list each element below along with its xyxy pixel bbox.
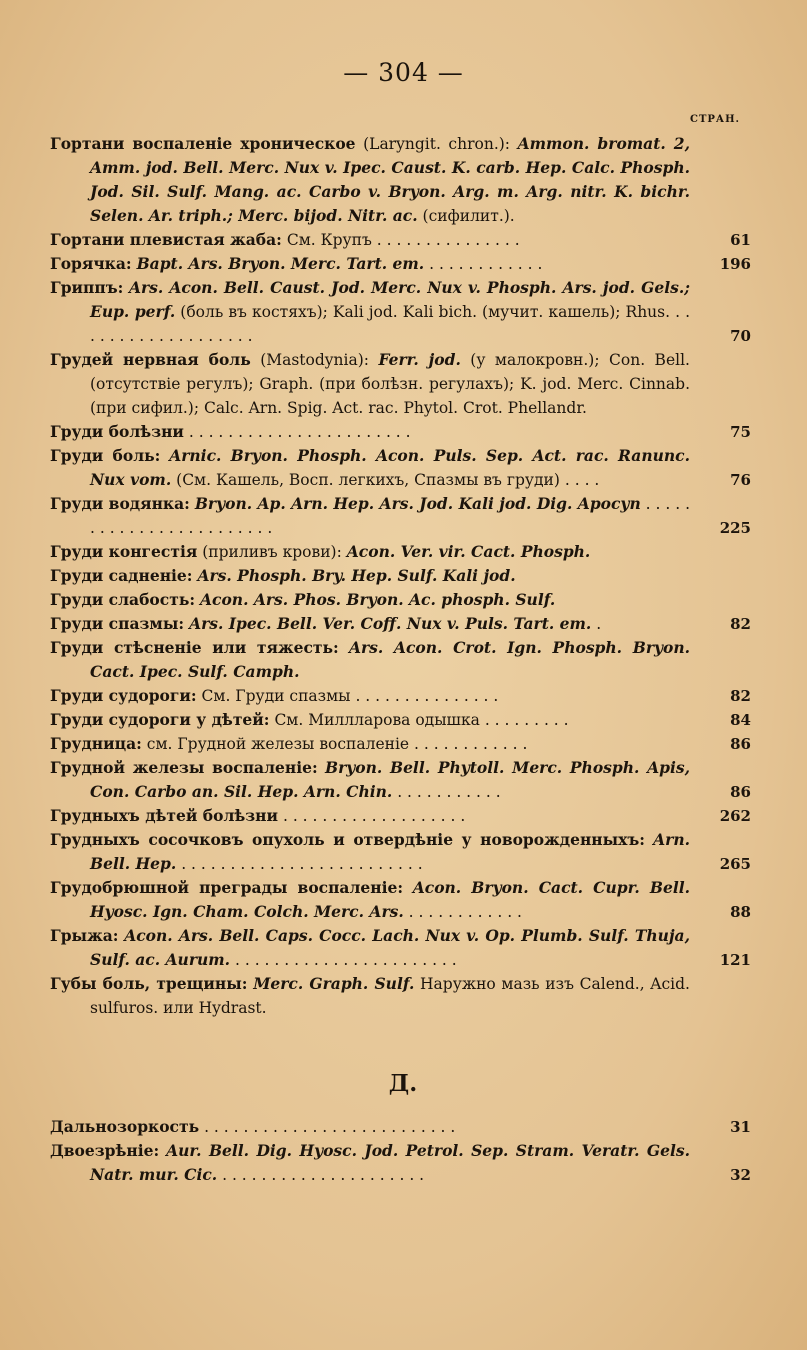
entry-heading: Грудобрюшной преграды воспаленіе: [50,878,404,897]
index-entry [50,756,756,804]
entry-heading: Груди судороги у дѣтей: [50,710,270,729]
entry-heading: Гриппъ: [50,278,124,297]
entry-heading: Груди водянка: [50,494,190,513]
entry-text [50,564,690,588]
entry-page-ref: 196 [719,255,751,273]
entry-tail: . . . . . . . . . . . . . . . . . . . . . [217,1166,425,1184]
entry-text [50,444,690,492]
entry-tail: . . . . . . . . . . . . . . . . . . . [282,807,466,825]
section-letter: Д. [388,1070,418,1097]
entry-note: См. Миллларова одышка [269,711,485,729]
entry-remedies: Acon. Ver. vir. Cact. Phosph. [346,542,591,561]
entry-heading: Груди болѣзни [50,422,184,441]
entry-text [50,228,690,252]
index-entry [50,492,756,540]
entry-text [50,132,690,228]
index-entry [50,564,756,588]
index-entry [50,828,756,876]
entry-remedies: Acon. Ars. Phos. Bryon. Ac. phosph. Sulf. [200,590,556,609]
entry-heading: Грудныхъ сосочковъ опухоль и отвердѣніе у новорожденныхъ: [50,830,646,849]
entry-page-ref: 31 [730,1118,751,1136]
entry-heading: Грудница: [50,734,142,753]
entry-note [318,759,325,777]
entry-text [50,348,690,420]
entry-page-ref: 262 [719,807,751,825]
entry-heading: Грудей нервная боль [50,350,251,369]
entry-text [50,1115,690,1139]
index-entry [50,444,756,492]
entry-list-d [50,1115,756,1187]
entry-heading: Грыжа: [50,926,119,945]
index-entry [50,612,756,636]
entry-page-ref: 75 [730,423,751,441]
entry-tail: . . . . . . . . . . . . . . . [376,231,520,249]
entry-tail: (у малокровн.); Con. Bell. (отсутствіе регулъ); Graph. (при болѣзн. регулахъ); K. jod. Merc. Cinnab. (при сифил.); Calc. Arn. Spig. Act. rac. Phytol. Crot. Phellandr. [90,351,690,417]
entry-note: (Mastodynia): [250,351,379,369]
entry-tail: . [591,615,602,633]
entry-text [50,804,690,828]
entry-page-ref: 225 [719,519,751,537]
entry-heading: Гортани воспаленіе хроническое [50,134,356,153]
index-entry [50,348,756,420]
entry-remedies: Ammon. bromat. 2, Amm. jod. Bell. Merc. Nux v. Ipec. Caust. K. carb. Hep. Calc. Phosph. Jod. Sil. Sulf. Mang. ac. Carbo v. Bryon. Arg. m. Arg. nitr. K. bichr. Selen. Ar. triph.; Merc. bijod. Nitr. ac. [90,134,690,225]
entry-tail: . . . . . . . . . . . . [414,735,528,753]
index-entry [50,228,756,252]
entry-page-ref: 86 [730,783,751,801]
index-entry [50,924,756,972]
entry-remedies: Aur. Bell. Dig. Hyosc. Jod. Petrol. Sep. Stram. Veratr. Gels. Natr. mur. Cic. [90,1141,690,1184]
entry-remedies: Arn. Bell. Hep. [90,830,690,873]
entry-heading: Груди конгестія [50,542,198,561]
entry-remedies: Ars. Acon. Bell. Caust. Jod. Merc. Nux v. Phosph. Ars. jod. Gels.; Eup. perf. [90,278,690,321]
entry-text [50,708,690,732]
entry-page-ref: 76 [730,471,751,489]
entry-page-ref: 61 [730,231,751,249]
entry-heading: Груди судороги: [50,686,197,705]
index-entry [50,732,756,756]
index-entries [50,132,756,1187]
entry-page-ref: 70 [730,327,751,345]
entry-text [50,276,690,348]
entry-text [50,540,690,564]
entry-note [339,639,349,657]
entry-text [50,732,690,756]
entry-text [50,612,690,636]
entry-remedies: Ars. Phosph. Bry. Hep. Sulf. Kali jod. [197,566,516,585]
entry-remedies: Acon. Bryon. Cact. Cupr. Bell. Hyosc. Ign. Cham. Colch. Merc. Ars. [90,878,690,921]
entry-note: см. Грудной железы воспаленіе [141,735,415,753]
entry-tail: . . . . . . . . . . . . . . . . . . . . . . . . [90,495,690,537]
page-number: — 304 — [343,58,464,87]
entry-text [50,972,690,1020]
entry-text [50,636,690,684]
entry-page-ref: 32 [730,1166,751,1184]
entry-heading: Губы боль, трещины: [50,974,248,993]
entry-page-ref: 265 [719,855,751,873]
entry-tail: Наружно мазь изъ Calend., Acid. sulfuros. или Hydrast. [90,975,690,1017]
entry-text [50,828,690,876]
entry-heading: Груди боль: [50,446,161,465]
entry-tail: . . . . . . . . . . . . [424,255,543,273]
entry-note [645,831,653,849]
entry-note: (Laryngit. chron.): [355,135,518,153]
entry-remedies: Ars. Acon. Crot. Ign. Phosph. Bryon. Cact. Ipec. Sulf. Camph. [90,638,690,681]
index-entry [50,708,756,732]
entry-text [50,492,690,540]
entry-heading: Дальнозоркость [50,1117,200,1136]
entry-tail: . . . . . . . . . . . . . . . . . . . . . . . [188,423,411,441]
index-entry [50,972,756,1020]
entry-page-ref: 86 [730,735,751,753]
entry-note: См. Крупъ [281,231,377,249]
entry-heading: Груди садненіе: [50,566,193,585]
entry-note [403,879,413,897]
entry-remedies: Ferr. jod. [378,350,461,369]
entry-tail: . . . . . . . . . . . [392,783,501,801]
entry-tail: . . . . . . . . . [484,711,569,729]
entry-remedies: Merc. Graph. Sulf. [253,974,415,993]
entry-page-ref: 82 [730,687,751,705]
entry-text [50,420,690,444]
entry-heading: Груди стѣсненіе или тяжесть: [50,638,339,657]
entry-tail: . . . . . . . . . . . . . . . . . . . . . . . . . [176,855,423,873]
entry-page-ref: 82 [730,615,751,633]
entry-page-ref: 84 [730,711,751,729]
index-entry [50,804,756,828]
page-column-header: СТРАН. [690,114,740,125]
entry-heading: Гортани плевистая жаба: [50,230,282,249]
entry-text [50,252,690,276]
entry-tail: . . . . . . . . . . . . . . . . . . . . . . . . . . [204,1118,456,1136]
entry-heading: Груди слабость: [50,590,196,609]
entry-text [50,756,690,804]
entry-heading: Грудной железы воспаленіе: [50,758,318,777]
entry-page-ref: 88 [730,903,751,921]
entry-remedies: Arnic. Bryon. Phosph. Acon. Puls. Sep. Act. rac. Ranunc. Nux vom. [90,446,690,489]
entry-note [160,447,169,465]
entry-text [50,588,690,612]
entry-text [50,684,690,708]
entry-remedies: Acon. Ars. Bell. Caps. Cocc. Lach. Nux v. Op. Plumb. Sulf. Thuja, Sulf. ac. Aurum. [90,926,690,969]
entry-note: (приливъ крови): [197,543,347,561]
index-entry [50,876,756,924]
index-entry [50,132,756,228]
entry-tail: (боль въ костяхъ); Kali jod. Kali bich. (мучит. кашель); Rhus. . . . . . . . . . . . . . . . . . . . [90,303,690,345]
index-entry [50,1139,756,1187]
index-entry [50,1115,756,1139]
entry-remedies: Bryon. Ap. Arn. Hep. Ars. Jod. Kali jod. Dig. Apocyn [194,494,641,513]
index-entry [50,636,756,684]
entry-text [50,876,690,924]
entry-heading: Горячка: [50,254,132,273]
entry-text [50,1139,690,1187]
entry-heading: Груди спазмы: [50,614,185,633]
index-entry [50,252,756,276]
entry-page-ref: 121 [719,951,751,969]
index-entry [50,540,756,564]
entry-remedies: Bryon. Bell. Phytoll. Merc. Phosph. Apis, Con. Carbo an. Sil. Hep. Arn. Chin. [90,758,690,801]
entry-tail: (сифилит.). [417,207,515,225]
entry-tail: . . . . . . . . . . . . [403,903,522,921]
entry-heading: Грудныхъ дѣтей болѣзни [50,806,279,825]
entry-tail: . . . . . . . . . . . . . . . [355,687,499,705]
index-entry [50,684,756,708]
entry-remedies: Ars. Ipec. Bell. Ver. Coff. Nux v. Puls. Tart. em. [189,614,592,633]
entry-list-g [50,132,756,1020]
entry-heading: Двоезрѣніе: [50,1141,160,1160]
entry-tail: (См. Кашель, Восп. легкихъ, Спазмы въ груди) . . . . [171,471,600,489]
entry-text [50,924,690,972]
entry-remedies: Bapt. Ars. Bryon. Merc. Tart. em. [136,254,425,273]
entry-note: См. Груди спазмы [196,687,356,705]
index-entry [50,420,756,444]
index-entry [50,276,756,348]
entry-tail: . . . . . . . . . . . . . . . . . . . . . . . [230,951,457,969]
index-entry [50,588,756,612]
